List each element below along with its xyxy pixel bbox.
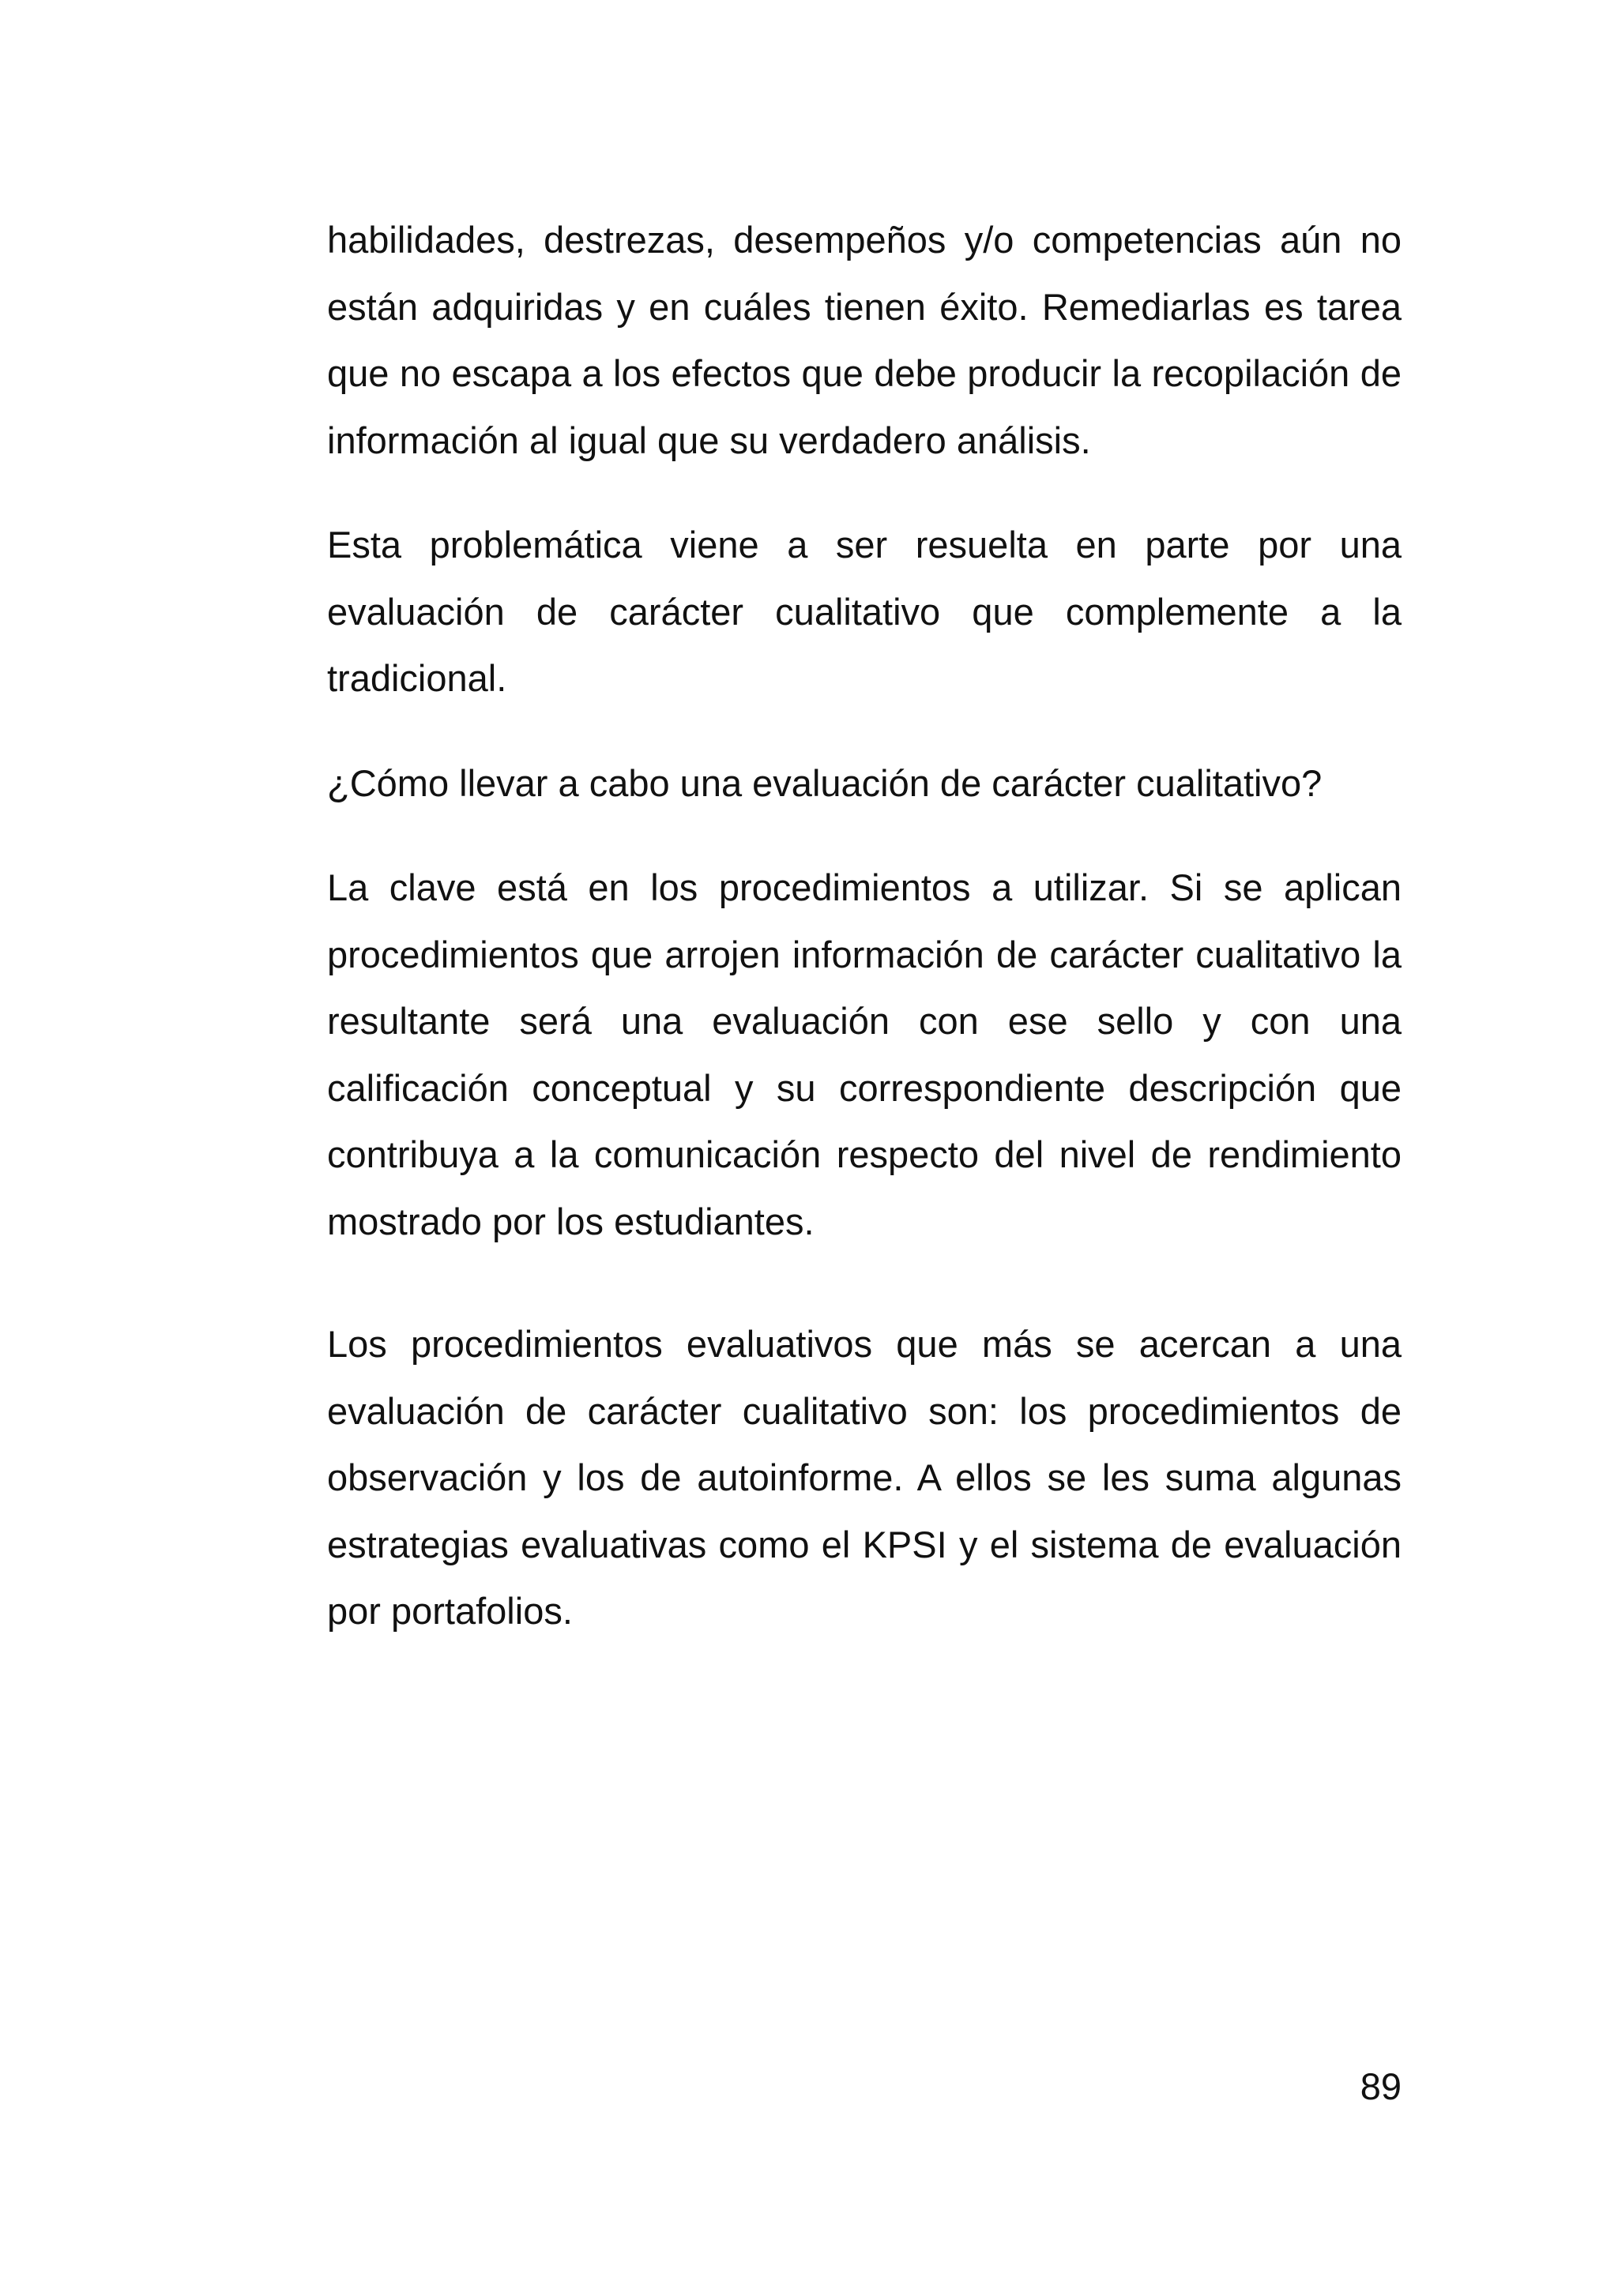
paragraph-evaluative-procedures: Los procedimientos evaluativos que más se acercan a una evaluación de carácter cualitativo son: los procedimientos de observación y los de autoinforme. A ellos se les suma algunas estrategias evaluativas como el KPSI y el sistema de evaluación por portafolios. <box>327 1323 1402 1632</box>
page-number: 89 <box>1360 2065 1402 2107</box>
paragraph-procedures-key: La clave está en los procedimientos a utilizar. Si se aplican procedimientos que arrojen información de carácter cualitativo la resultante será una evaluación con ese sello y con una calificación conceptual y su correspondiente descripción que contribuya a la comunicación respecto del nivel de rendimiento mostrado por los estudiantes. <box>327 866 1402 1242</box>
paragraph-problematic: Esta problemática viene a ser resuelta en parte por una evaluación de carácter cualitativo que complemente a la tradicional. <box>327 524 1402 699</box>
paragraph-question: ¿Cómo llevar a cabo una evaluación de carácter cualitativo? <box>327 762 1323 804</box>
paragraph-remediation: habilidades, destrezas, desempeños y/o competencias aún no están adquiridas y en cuáles tienen éxito. Remediarlas es tarea que no escapa a los efectos que debe producir la recopilación de información al igual que su verdadero análisis. <box>327 219 1402 461</box>
